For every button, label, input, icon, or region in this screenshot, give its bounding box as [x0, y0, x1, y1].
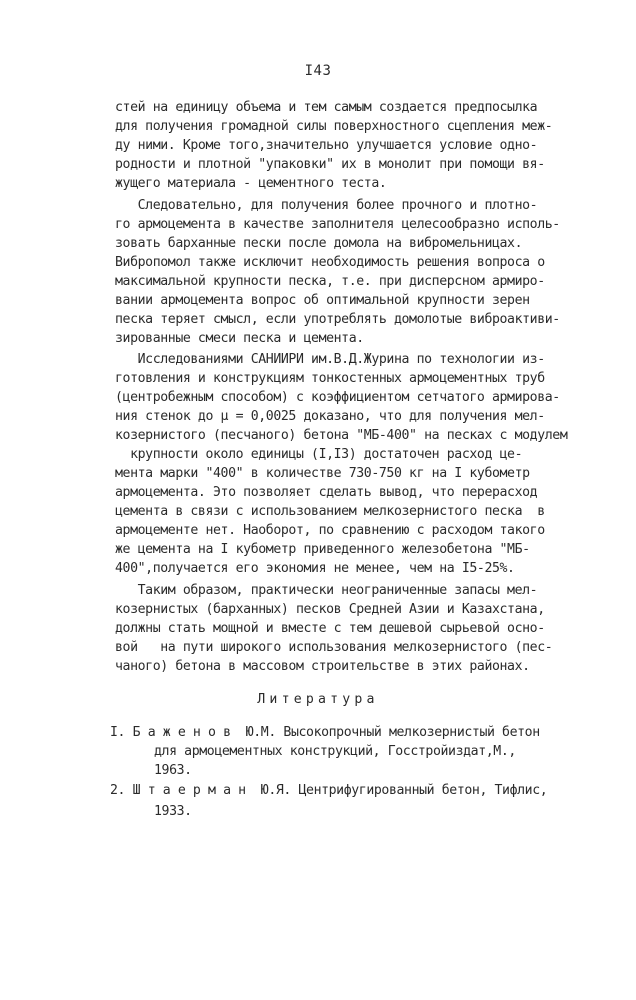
- reference-item: 1963.: [154, 763, 192, 778]
- text-line: вой на пути широкого использования мелкозернистого (пес-: [115, 640, 553, 655]
- text-line: родности и плотной "упаковки" их в монолит при помощи вя-: [115, 157, 545, 172]
- text-line: Исследованиями САНИИРИ им.В.Д.Журина по технологии из-: [115, 352, 545, 367]
- text-line: крупности около единицы (I,I3) достаточен расход це-: [115, 447, 523, 462]
- text-line: армоцемента. Это позволяет сделать вывод, что перерасход: [115, 485, 538, 500]
- text-line: для получения громадной силы поверхностного сцепления меж-: [115, 119, 553, 134]
- text-line: чаного) бетона в массовом строительстве в этих районах.: [115, 659, 530, 674]
- text-line: вании армоцемента вопрос об оптимальной крупности зерен: [115, 293, 530, 308]
- text-line: жущего материала - цементного теста.: [115, 176, 387, 191]
- text-line: (центробежным способом) с коэффициентом сетчатого армирова-: [115, 390, 560, 405]
- text-line: козернистых (барханных) песков Средней Азии и Казахстана,: [115, 602, 545, 617]
- text-line: Следовательно, для получения более прочного и плотно-: [115, 198, 538, 213]
- text-line: же цемента на I кубометр приведенного железобетона "МБ-: [115, 542, 530, 557]
- text-line: козернистого (песчаного) бетона "МБ-400" на песках с модулем: [115, 428, 568, 443]
- text-line: стей на единицу объема и тем самым создается предпосылка: [115, 100, 538, 115]
- text-line: максимальной крупности песка, т.е. при дисперсном армиро-: [115, 274, 545, 289]
- reference-item: I. Б а ж е н о в Ю.М. Высокопрочный мелкозернистый бетон: [110, 725, 540, 740]
- literature-heading: Литература: [257, 692, 379, 707]
- text-line: армоцементе нет. Наоборот, по сравнению с расходом такого: [115, 523, 545, 538]
- text-line: цемента в связи с использованием мелкозернистого песка в: [115, 504, 545, 519]
- reference-item: 2. Ш т а е р м а н Ю.Я. Центрифугированный бетон, Тифлис,: [110, 783, 548, 798]
- text-line: зовать барханные пески после домола на вибромельницах.: [115, 236, 523, 251]
- text-line: 400",получается его экономия не менее, чем на I5-25%.: [115, 561, 515, 576]
- text-line: Таким образом, практически неограниченные запасы мел-: [115, 583, 538, 598]
- reference-item: для армоцементных конструкций, Госстройиздат,М.,: [154, 744, 516, 759]
- text-line: мента марки "400" в количестве 730-750 кг на I кубометр: [115, 466, 530, 481]
- text-line: готовления и конструкциям тонкостенных армоцементных труб: [115, 371, 545, 386]
- text-line: го армоцемента в качестве заполнителя целесообразно исполь-: [115, 217, 560, 232]
- reference-item: 1933.: [154, 804, 192, 819]
- text-line: песка теряет смысл, если употреблять домолотые виброактиви-: [115, 312, 560, 327]
- text-line: Вибропомол также исключит необходимость решения вопроса о: [115, 255, 545, 270]
- text-line: ния стенок до μ = 0,0025 доказано, что для получения мел-: [115, 409, 545, 424]
- text-line: должны стать мощной и вместе с тем дешевой сырьевой осно-: [115, 621, 545, 636]
- text-line: зированные смеси песка и цемента.: [115, 331, 364, 346]
- page-number: I43: [304, 63, 332, 79]
- text-line: ду ними. Кроме того,значительно улучшается условие одно-: [115, 138, 538, 153]
